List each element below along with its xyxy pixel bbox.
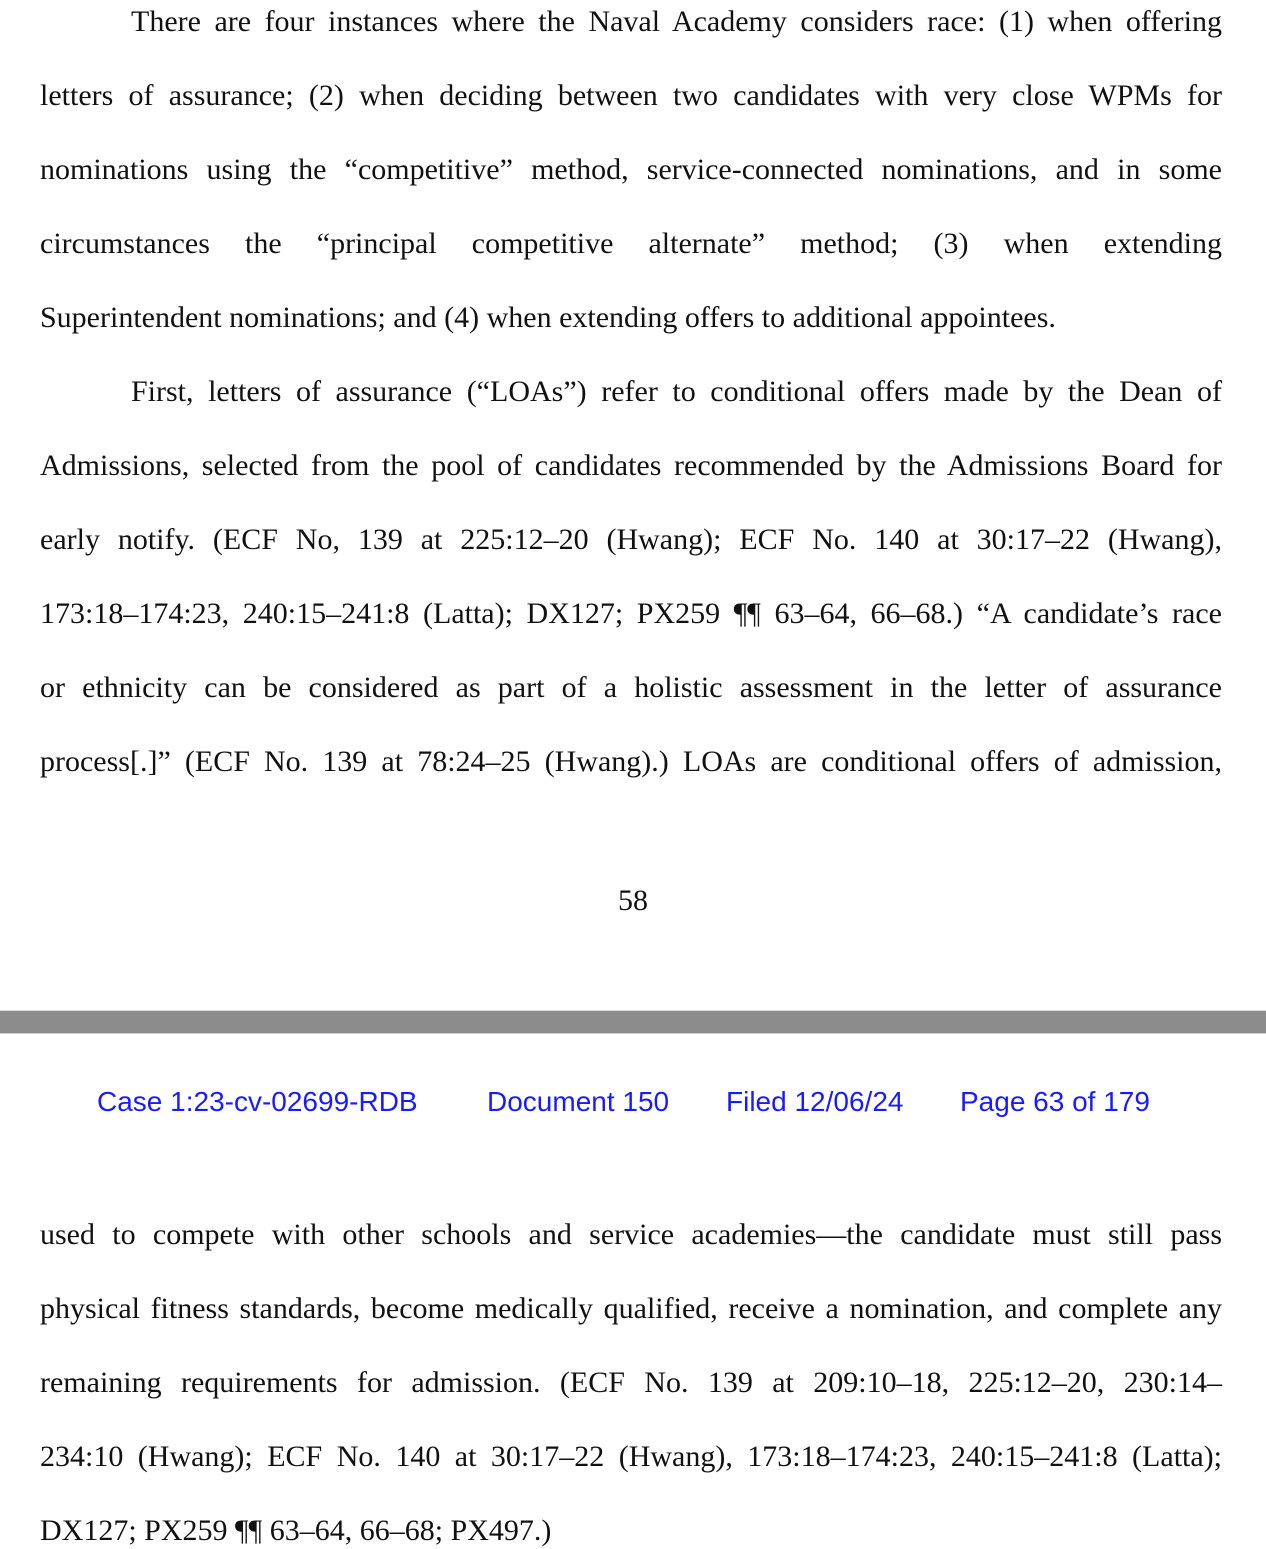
paragraph-line: letters of assurance; (2) when deciding between two candidates with very close WPMs for	[40, 79, 1222, 112]
paragraph-line: early notify. (ECF No, 139 at 225:12–20 (Hwang); ECF No. 140 at 30:17–22 (Hwang),	[40, 523, 1222, 556]
paragraph-line: There are four instances where the Naval Academy considers race: (1) when offering	[131, 5, 1222, 38]
paragraph-line: Admissions, selected from the pool of candidates recommended by the Admissions Board for	[40, 449, 1222, 482]
paragraph-line: used to compete with other schools and service academies—the candidate must still pass	[40, 1218, 1222, 1251]
document-number: Document 150	[487, 1086, 670, 1117]
paragraph-line: Superintendent nominations; and (4) when extending offers to additional appointees.	[40, 301, 1056, 334]
filed-date: Filed 12/06/24	[726, 1086, 904, 1117]
case-number: Case 1:23-cv-02699-RDB	[97, 1086, 418, 1117]
paragraph-line: 173:18–174:23, 240:15–241:8 (Latta); DX127; PX259 ¶¶ 63–64, 66–68.) “A candidate’s race	[40, 597, 1222, 630]
paragraph-line: DX127; PX259 ¶¶ 63–64, 66–68; PX497.)	[40, 1514, 552, 1547]
page-divider	[0, 1010, 1266, 1034]
paragraph-line: or ethnicity can be considered as part of a holistic assessment in the letter of assurance	[40, 671, 1222, 704]
case-header	[0, 1084, 1266, 1120]
paragraph-line: remaining requirements for admission. (ECF No. 139 at 209:10–18, 225:12–20, 230:14–	[40, 1366, 1222, 1399]
paragraph-line: physical fitness standards, become medically qualified, receive a nomination, and complete any	[40, 1292, 1222, 1325]
paragraph-line: circumstances the “principal competitive alternate” method; (3) when extending	[40, 227, 1222, 260]
paragraph-line: process[.]” (ECF No. 139 at 78:24–25 (Hwang).) LOAs are conditional offers of admission,	[40, 745, 1222, 778]
paragraph-line: First, letters of assurance (“LOAs”) refer to conditional offers made by the Dean of	[131, 375, 1222, 408]
page-number: 58	[618, 884, 648, 917]
paragraph-line: nominations using the “competitive” method, service-connected nominations, and in some	[40, 153, 1222, 186]
page-count: Page 63 of 179	[960, 1086, 1150, 1117]
paragraph-line: 234:10 (Hwang); ECF No. 140 at 30:17–22 (Hwang), 173:18–174:23, 240:15–241:8 (Latta);	[40, 1440, 1222, 1473]
